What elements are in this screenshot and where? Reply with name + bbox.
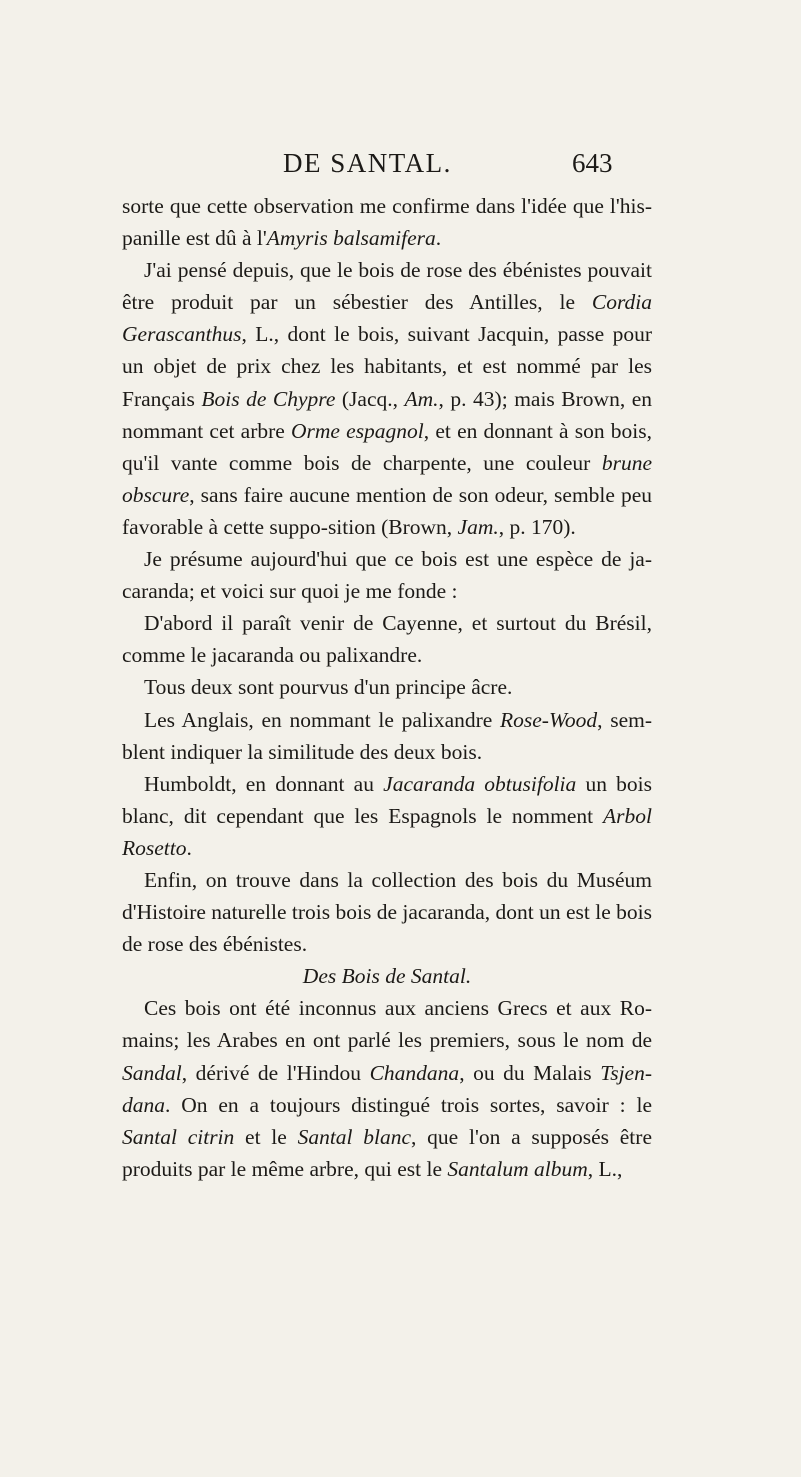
italic-run: Orme espagnol [291, 418, 424, 443]
text-run: et le [234, 1124, 298, 1149]
italic-run: Tsjen-dana [122, 1060, 652, 1117]
text-run: J'ai pensé depuis, que le bois de rose des ébénistes pouvait être produit par un sébestier des Antilles, le [122, 258, 652, 315]
text-run: Ces bois ont été inconnus aux anciens Grecs et aux Ro-mains; les Arabes en ont parlé les premiers, sous le nom de [122, 996, 652, 1053]
text-run: . [186, 835, 192, 860]
italic-run: Santal citrin [122, 1124, 235, 1149]
main-paragraphs [122, 190, 652, 960]
paragraph [122, 671, 652, 703]
italic-run: Cordia Gerascanthus [122, 290, 652, 347]
paragraph [122, 254, 652, 543]
section-paragraphs [122, 992, 652, 1185]
italic-run: Arbol Rosetto [122, 803, 652, 860]
italic-run: Rose-Wood [500, 707, 598, 732]
text-run: un bois blanc, dit cependant que les Espagnols le nomment [122, 771, 652, 828]
paragraph [122, 607, 652, 671]
text-run: , et en donnant à son bois, qu'il vante comme bois de charpente, une couleur [122, 418, 652, 475]
italic-run: Santalum album [447, 1156, 588, 1181]
italic-run: brune obscure [122, 450, 652, 507]
text-run: , p. 170). [498, 514, 576, 539]
text-run: . On en a toujours distingué trois sortes, savoir : le [165, 1092, 652, 1117]
paragraph [122, 704, 652, 768]
text-run: , dérivé de l'Hindou [181, 1060, 370, 1085]
paragraph [122, 768, 652, 864]
paragraph [122, 864, 652, 960]
text-run: Les Anglais, en nommant le palixandre [144, 707, 500, 732]
text-run: , L., dont le bois, suivant Jacquin, passe pour un objet de prix chez les habitants, et est nommé par les Français [122, 322, 652, 411]
text-run: sorte que cette observation me confirme dans l'idée que l'his-panille est dû à l' [122, 194, 652, 251]
text-run: Enfin, on trouve dans la collection des bois du Muséum d'Histoire naturelle trois bois de jacaranda, dont un est le bois de rose des ébénistes. [122, 867, 652, 957]
text-run: , sem-blent indiquer la similitude des deux bois. [122, 707, 652, 764]
text-run: , p. 43); mais Brown, en nommant cet arbre [122, 386, 652, 443]
text-run: . [435, 226, 442, 251]
italic-run: Jam. [457, 514, 499, 539]
text-run: , ou du Malais [459, 1060, 601, 1085]
text-run: , L., [587, 1156, 623, 1181]
italic-run: Santal blanc [297, 1124, 412, 1149]
italic-run: Chandana [369, 1060, 460, 1085]
running-title: DE SANTAL. [283, 148, 452, 178]
page-number: 643 [572, 148, 613, 178]
text-run: Je présume aujourd'hui que ce bois est une espèce de ja-caranda; et voici sur quoi je me fonde : [122, 547, 652, 604]
italic-run: Sandal [122, 1060, 182, 1085]
section-heading: Des Bois de Santal. [302, 964, 472, 989]
text-run: , sans faire aucune mention de son odeur, semble peu favorable à cette suppo-sition (Brown, [122, 482, 652, 539]
text-run: Tous deux sont pourvus d'un principe âcre. [144, 675, 513, 700]
paragraph [122, 992, 652, 1185]
text-run: D'abord il paraît venir de Cayenne, et surtout du Brésil, comme le jacaranda ou palixandre. [122, 611, 652, 668]
italic-run: Am. [404, 386, 439, 411]
text-run: , que l'on a supposés être produits par le même arbre, qui est le [122, 1124, 652, 1181]
text-run: (Jacq., [335, 386, 405, 411]
paragraph [122, 190, 652, 254]
paragraph [122, 543, 652, 607]
body-text [122, 190, 652, 1185]
text-run: Humboldt, en donnant au [144, 771, 384, 796]
italic-run: Jacaranda obtusifolia [383, 771, 577, 796]
italic-run: Bois de Chypre [201, 386, 336, 411]
page-header [0, 148, 801, 182]
italic-run: Amyris balsamifera [266, 226, 436, 251]
